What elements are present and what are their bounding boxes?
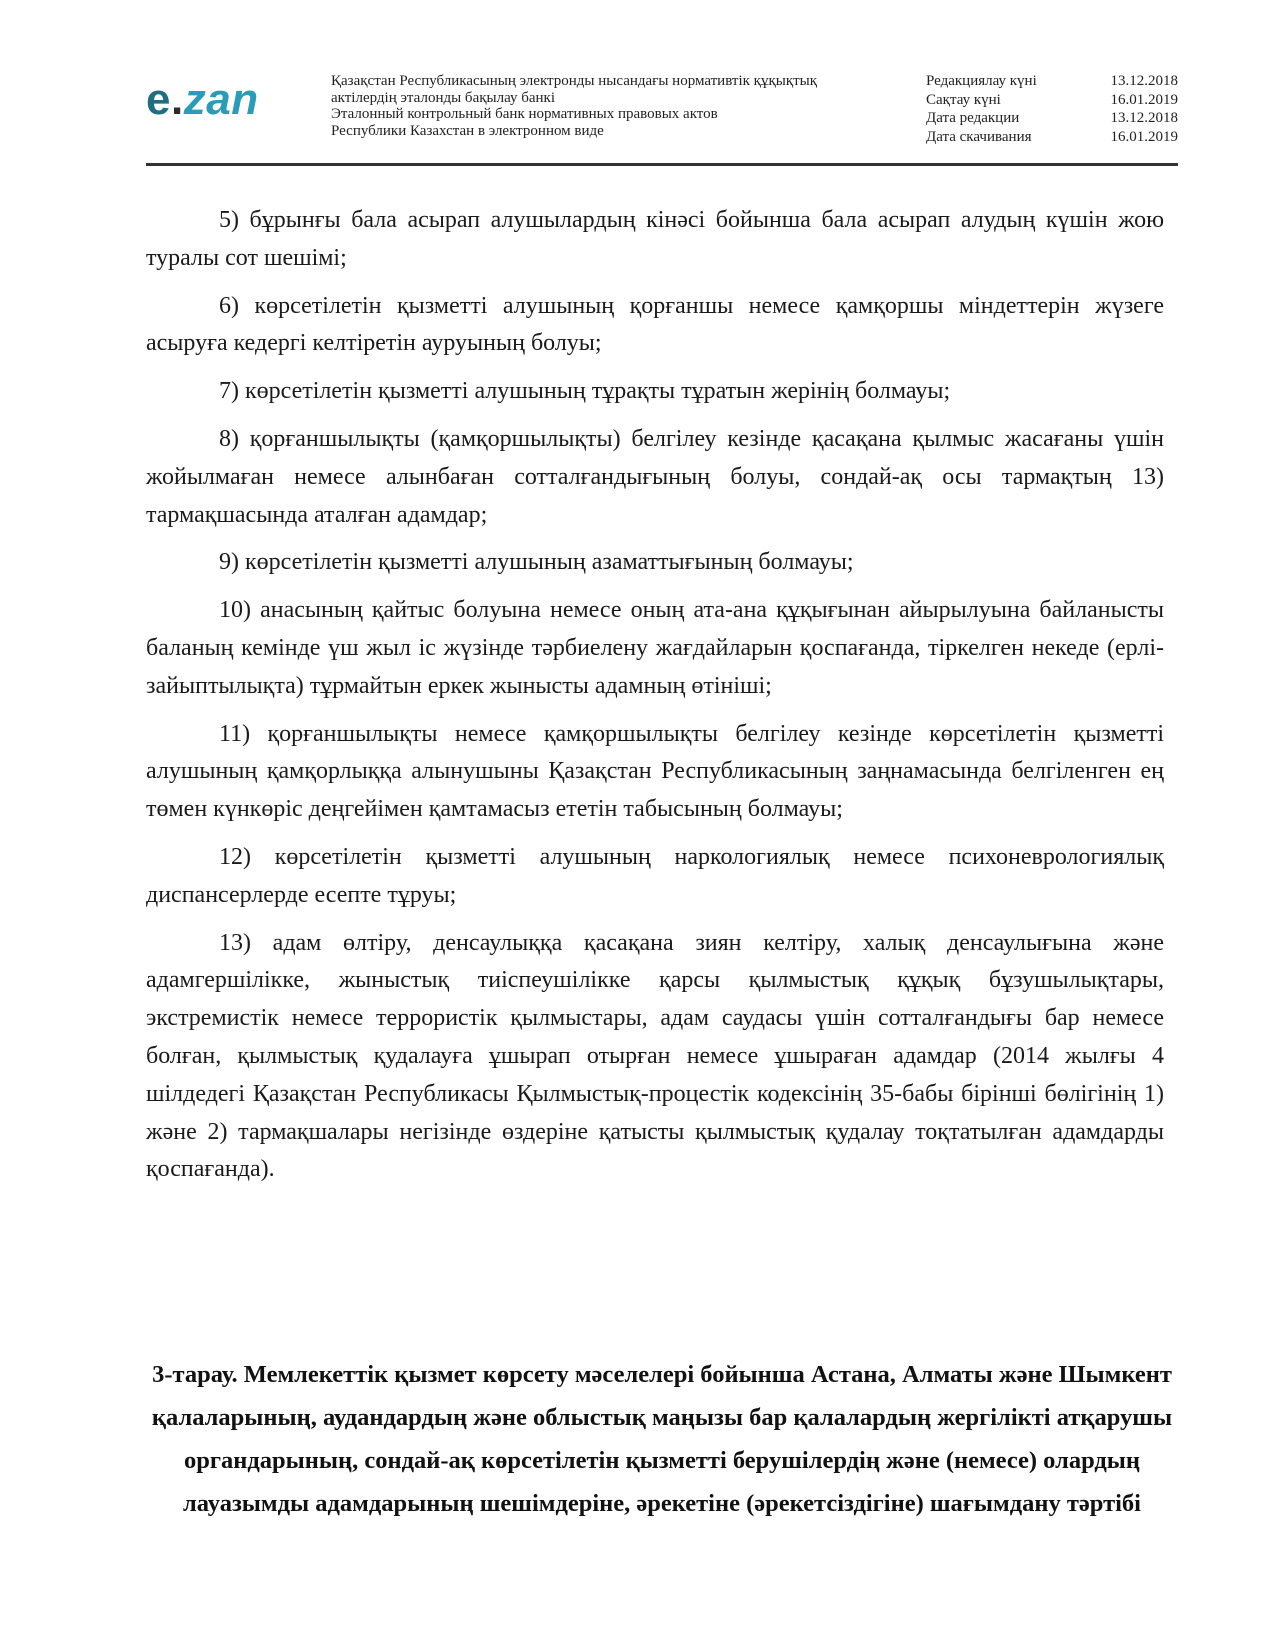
document-header (146, 64, 1178, 164)
paragraph-item-13: 13) адам өлтіру, денсаулыққа қасақана зиян келтіру, халық денсаулығына және адамгершілікке, жыныстық тиіспеушілікке қарсы қылмыстық құқық бұзушылықтары, экстремистік немесе террористік қылмыстары, адам саудасы үшін сотталғандығы бар немесе болған, қылмыстық қудалауға ұшырап отырған немесе ұшыраған адамдар (2014 жылғы 4 шілдедегі Қазақстан Республикасы Қылмыстық-процестік кодексінің 35-бабы бірінші бөлігінің 1) және 2) тармақшалары негізінде өздеріне қатысты қылмыстық қудалау тоқтатылған адамдарды қоспағанда). (146, 929, 1164, 1183)
meta-row-edit-date-ru (926, 109, 1178, 128)
paragraph-item-8: 8) қорғаншылықты (қамқоршылықты) белгілеу кезінде қасақана қылмыс жасағаны үшін жойылмаған немесе алынбаған сотталғандығының болуы, сондай-ақ осы тармақтың 13) тармақшасында аталған адамдар; (146, 425, 1164, 528)
header-dates (926, 72, 1178, 146)
header-description-line: Эталонный контрольный банк нормативных правовых актов (331, 106, 718, 122)
meta-value: 13.12.2018 (1110, 110, 1178, 126)
header-description-line: Республики Казахстан в электронном виде (331, 122, 604, 139)
header-description-line: Қазақстан Республикасының электронды нысандағы нормативтік құқықтық (331, 73, 818, 89)
paragraph-item-5: 5) бұрынғы бала асырап алушылардың кінәсі бойынша бала асырап алудың күшін жою туралы сот шешімі; (146, 207, 1164, 271)
meta-value: 16.01.2019 (1110, 128, 1178, 145)
ezan-logo: e.zan (146, 75, 259, 124)
meta-row-download-date-ru (926, 128, 1178, 147)
paragraph-item-10: 10) анасының қайтыс болуына немесе оның ата-ана құқығынан айырылуына байланысты баланың кемінде үш жыл іс жүзінде тәрбиелену жағдайларын қоспағанда, тіркелген некеде (ерлі-зайыптылықта) тұрмайтын еркек жынысты адамның өтініші; (146, 597, 1164, 699)
meta-row-edit-date-kz (926, 72, 1178, 91)
paragraph-item-11: 11) қорғаншылықты немесе қамқоршылықты белгілеу кезінде көрсетілетін қызметті алушының қамқорлыққа алынушыны Қазақстан Республикасының заңнамасында белгіленген ең төмен күнкөріс деңгейімен қамтамасыз ететін табысының болмауы; (146, 720, 1164, 823)
header-description-line: актілердің эталонды бақылау банкі (331, 89, 555, 106)
paragraph-item-7: 7) көрсетілетін қызметті алушының тұрақты тұратын жерінің болмауы; (219, 378, 951, 405)
meta-row-save-date-kz (926, 91, 1178, 110)
header-description (331, 73, 891, 139)
meta-label: Сақтау күні (926, 91, 1001, 108)
paragraph-item-6: 6) көрсетілетін қызметті алушының қорғаншы немесе қамқоршы міндеттерін жүзеге асыруға кедергі келтіретін ауруының болуы; (146, 292, 1164, 357)
meta-label: Дата редакции (926, 110, 1020, 126)
header-divider (146, 163, 1178, 166)
paragraph-item-9: 9) көрсетілетін қызметті алушының азаматтығының болмауы; (219, 549, 854, 576)
meta-value: 13.12.2018 (1110, 73, 1178, 89)
document-body (146, 202, 1164, 1199)
meta-label: Дата скачивания (926, 128, 1032, 145)
chapter-heading: 3-тарау. Мемлекеттік қызмет көрсету мәселелері бойынша Астана, Алматы және Шымкент қалаларының, аудандардың және облыстық маңызы бар қалалардың жергілікті атқарушы органдарының, сондай-ақ көрсетілетін қызметті берушілердің және (немесе) олардың лауазымды адамдарының шешімдеріне, әрекетіне (әрекетсіздігіне) шағымдану тәртібі (151, 1361, 1173, 1517)
meta-value: 16.01.2019 (1110, 91, 1178, 108)
meta-label: Редакциялау күні (926, 73, 1037, 89)
paragraph-item-12: 12) көрсетілетін қызметті алушының наркологиялық немесе психоневрологиялық диспансерлерде есепте тұруы; (146, 843, 1164, 908)
